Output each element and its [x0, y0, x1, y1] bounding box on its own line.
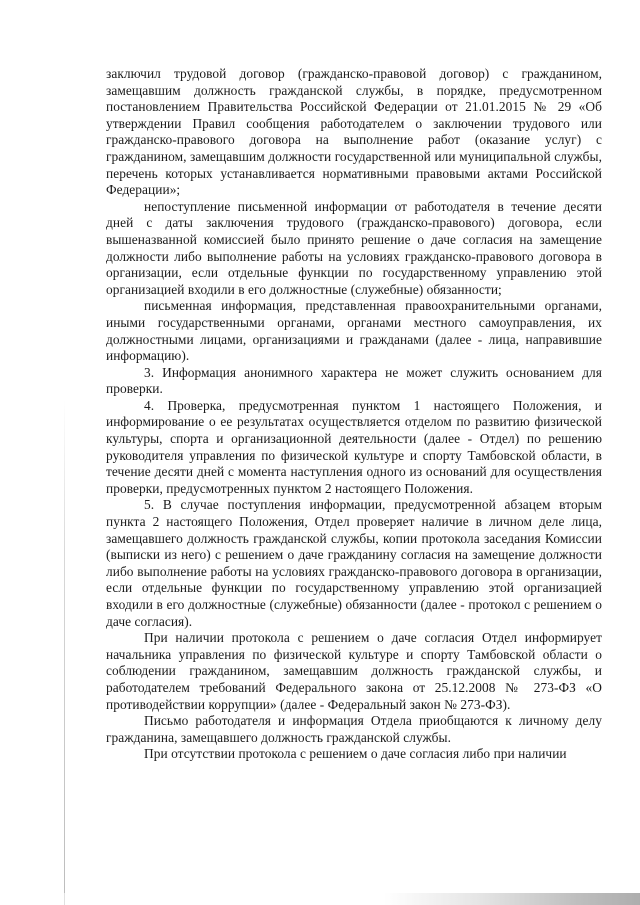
scan-edge-bottom	[0, 893, 640, 905]
paragraph-1: заключил трудовой договор (гражданско-правовой договор) с гражданином, замещавшим должность гражданской службы, в порядке, предусмотренном постановлением Правительства Российской Федерации от 21.01.2015 № 29 «Об утверждении Правил сообщения работодателем о заключении трудового или гражданско-правового договора на выполнение работ (оказание услуг) с гражданином, замещавшим должности государственной или муниципальной службы, перечень которых устанавливается нормативными правовыми актами Российской Федерации»;	[106, 66, 602, 198]
paragraph-3: письменная информация, представленная правоохранительными органами, иными государственными органами, органами местного самоуправления, их должностными лицами, организациями и гражданами (далее - лица, направившие информацию).	[106, 298, 602, 364]
paragraph-2: непоступление письменной информации от работодателя в течение десяти дней с даты заключения трудового (гражданско-правового) договора, если вышеназванной комиссией было принято решение о даче согласия на замещение должности либо выполнение работы на условиях гражданско-правового договора в организации, если отдельные функции по государственному управлению этой организацией входили в его должностные (служебные) обязанности;	[106, 198, 602, 297]
paragraph-9: При отсутствии протокола с решением о даче согласия либо при наличии	[144, 746, 567, 762]
paragraph-4: 3. Информация анонимного характера не может служить основанием для проверки.	[106, 364, 602, 397]
paragraph-7: При наличии протокола с решением о даче согласия Отдел информирует начальника управления по физической культуре и спорту Тамбовской области о соблюдении гражданином, замещавшим должность гражданской службы, и работодателем требований Федерального закона от 25.12.2008 № 273-ФЗ «О противодействии коррупции» (далее - Федеральный закон № 273-ФЗ).	[106, 630, 602, 712]
scan-edge-left	[64, 400, 65, 905]
paragraph-8: Письмо работодателя и информация Отдела приобщаются к личному делу гражданина, замещавшего должность гражданской службы.	[106, 713, 602, 745]
paragraph-6: 5. В случае поступления информации, предусмотренной абзацем вторым пункта 2 настоящего Положения, Отдел проверяет наличие в личном деле лица, замещавшего должность гражданской службы, копии протокола заседания Комиссии (выписки из него) с решением о даче гражданину согласия на замещение должности либо выполнение работы на условиях гражданско-правового договора в организации, если отдельные функции по государственному управлению этой организацией входили в его должностные (служебные) обязанности (далее - протокол с решением о даче согласия).	[106, 497, 602, 629]
paragraph-5: 4. Проверка, предусмотренная пунктом 1 настоящего Положения, и информирование о ее результатах осуществляется отделом по развитию физической культуры, спорта и организационной деятельности (далее - Отдел) по решению руководителя управления по физической культуре и спорту Тамбовской области, в течение десяти дней с момента наступления одного из оснований для осуществления проверки, предусмотренных пунктом 2 настоящего Положения.	[106, 397, 602, 496]
document-body	[106, 66, 602, 763]
